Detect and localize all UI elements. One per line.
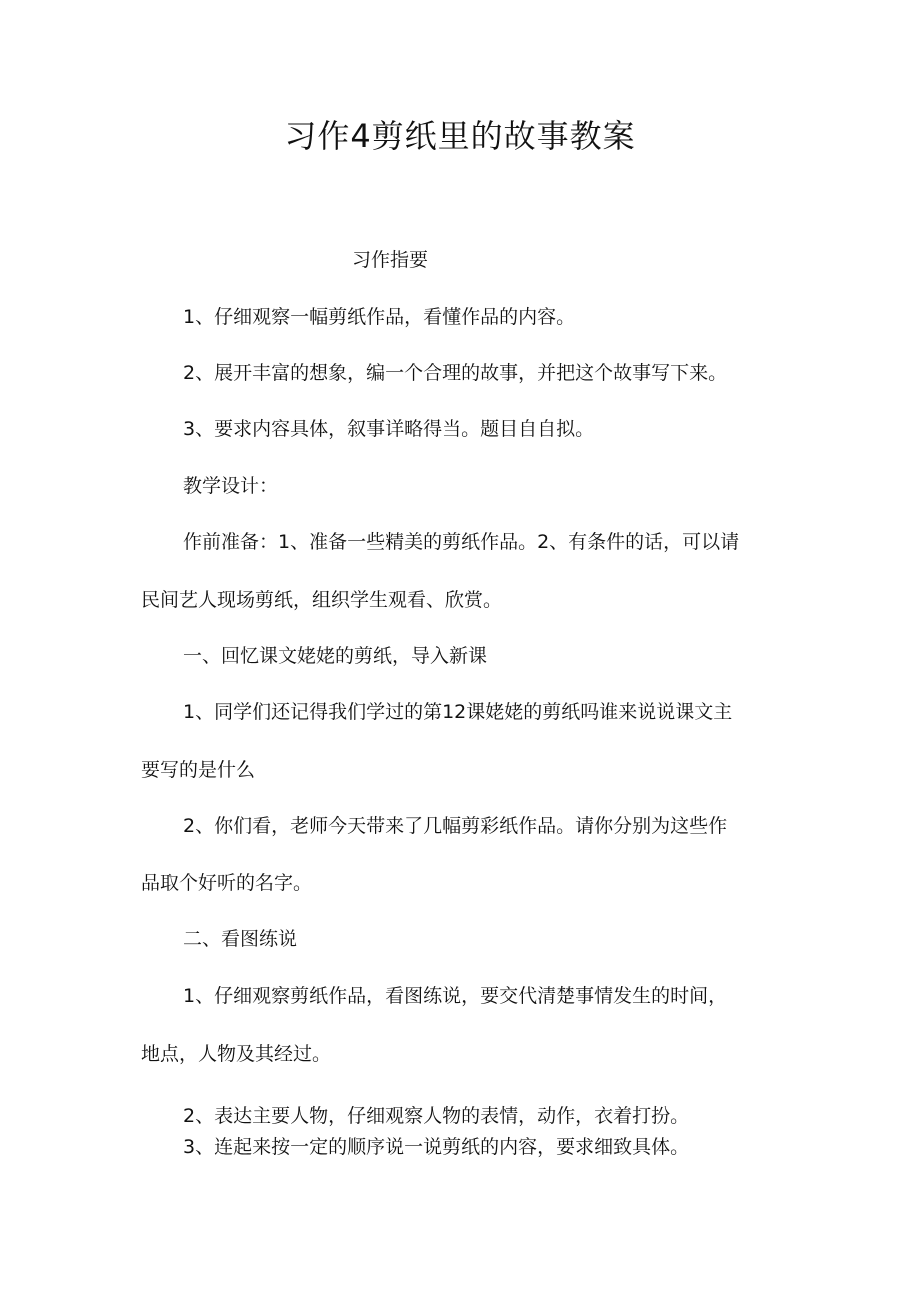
section1-item2-line1: 2、你们看，老师今天带来了几幅剪彩纸作品。请你分别为这些作: [183, 815, 728, 837]
prep-line-1: 作前准备：1、准备一些精美的剪纸作品。2、有条件的话，可以请: [183, 531, 740, 553]
subheading: 习作指要: [352, 249, 429, 271]
guideline-2: 2、展开丰富的想象，编一个合理的故事，并把这个故事写下来。: [183, 362, 728, 384]
document-title: 习作4剪纸里的故事教案: [284, 117, 636, 155]
section1-item1-line2: 要写的是什么: [141, 759, 256, 781]
design-label: 教学设计：: [183, 475, 279, 497]
section1-heading: 一、回忆课文姥姥的剪纸，导入新课: [183, 645, 488, 667]
section2-item2: 2、表达主要人物，仔细观察人物的表情，动作，衣着打扮。: [183, 1105, 690, 1127]
section2-item3: 3、连起来按一定的顺序说一说剪纸的内容，要求细致具体。: [183, 1136, 690, 1158]
prep-line-2: 民间艺人现场剪纸，组织学生观看、欣赏。: [141, 589, 503, 611]
section2-heading: 二、看图练说: [183, 928, 298, 950]
guideline-3: 3、要求内容具体，叙事详略得当。题目自自拟。: [183, 418, 595, 440]
guideline-1: 1、仔细观察一幅剪纸作品，看懂作品的内容。: [183, 306, 576, 328]
section1-item1-line1: 1、同学们还记得我们学过的第12课姥姥的剪纸吗谁来说说课文主: [183, 701, 733, 723]
section2-item1-line2: 地点，人物及其经过。: [141, 1043, 332, 1065]
section1-item2-line2: 品取个好听的名字。: [141, 872, 313, 894]
section2-item1-line1: 1、仔细观察剪纸作品，看图练说，要交代清楚事情发生的时间，: [183, 985, 728, 1007]
